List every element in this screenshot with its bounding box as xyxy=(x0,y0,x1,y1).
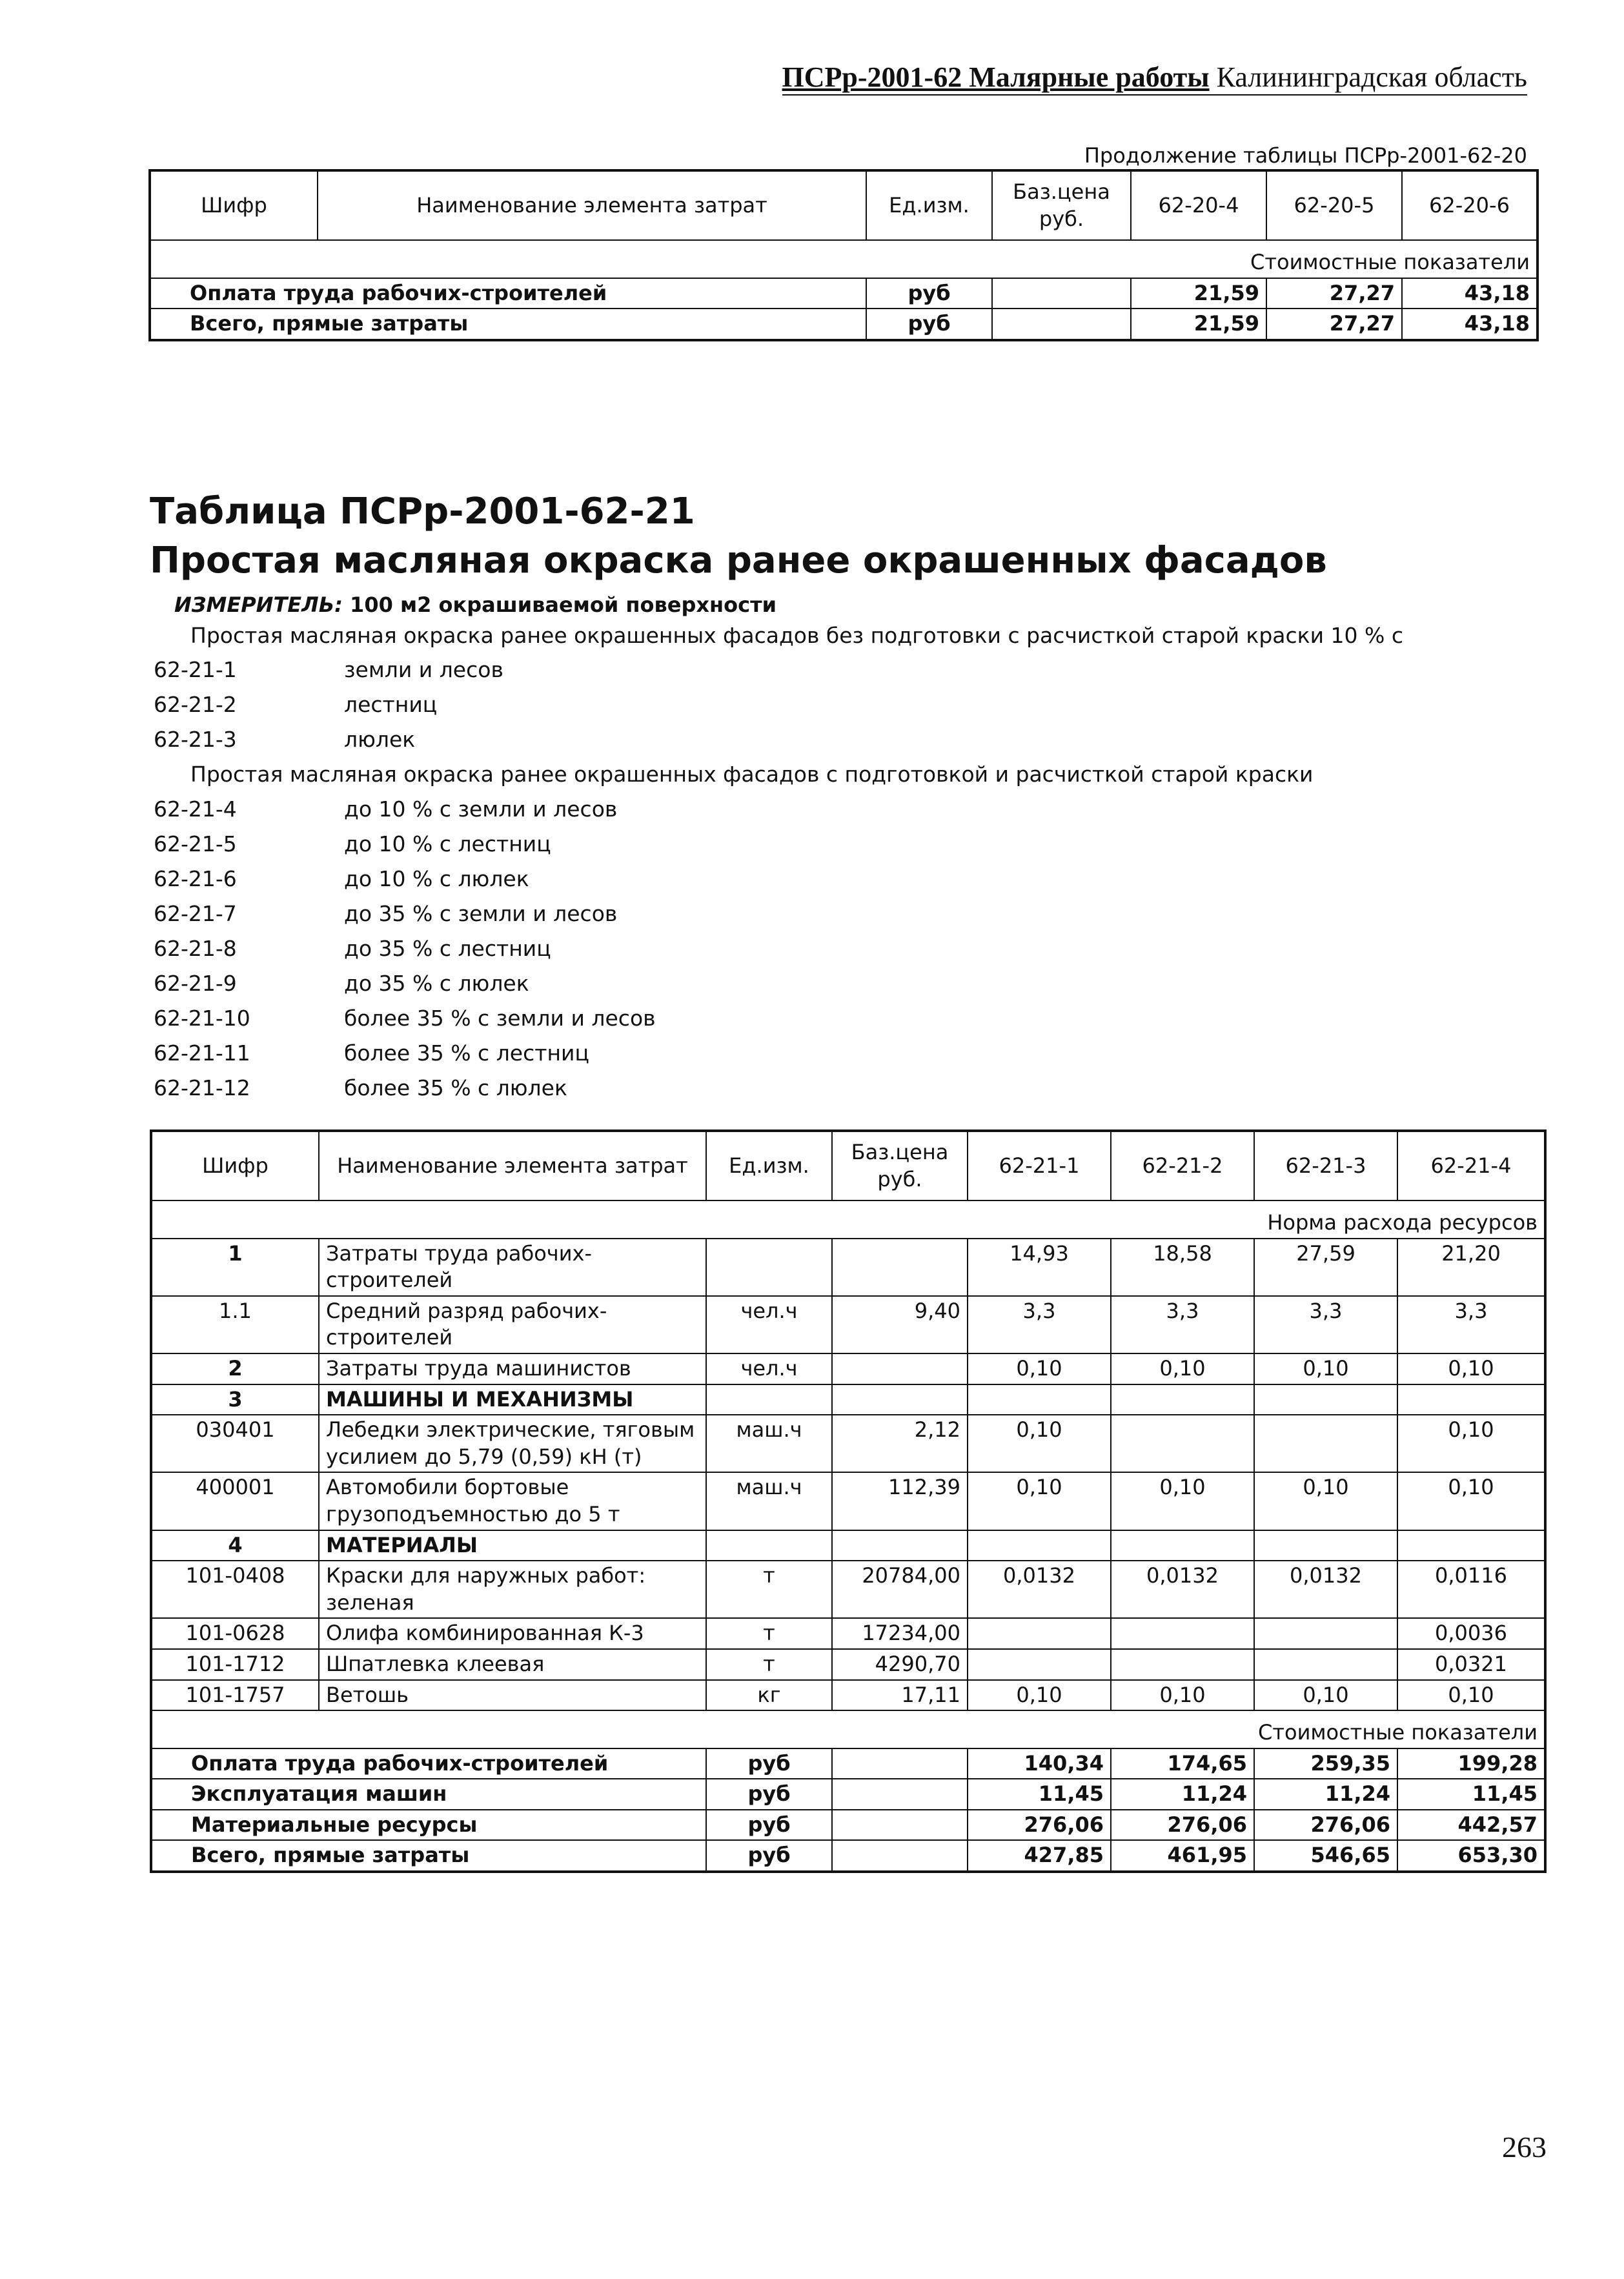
header-cell: Шифр xyxy=(151,1131,319,1200)
code-item: 62-21-9 до 35 % с люлек xyxy=(154,971,529,996)
code-item: 62-21-10 более 35 % с земли и лесов xyxy=(154,1006,656,1031)
code-item: 62-21-7 до 35 % с земли и лесов xyxy=(154,901,618,926)
table-subtitle: Простая масляная окраска ранее окрашенных фасадов xyxy=(150,539,1327,582)
running-header-region: Калининградская область xyxy=(1216,61,1527,93)
header-cell: 62-20-5 xyxy=(1266,170,1402,240)
table-row: 1.1 Средний разряд рабочих-строителей чел.ч 9,40 3,3 3,3 3,3 3,3 xyxy=(151,1296,1545,1353)
meter-value: 100 м2 окрашиваемой поверхности xyxy=(350,593,777,617)
table-row: 4 МАТЕРИАЛЫ xyxy=(151,1530,1545,1561)
table-row: 400001 Автомобили бортовые грузоподъемностью до 5 т маш.ч 112,39 0,10 0,10 0,10 0,10 xyxy=(151,1472,1545,1530)
table-row: 101-1712 Шпатлевка клеевая т 4290,70 0,0321 xyxy=(151,1649,1545,1680)
meter-line xyxy=(174,593,776,617)
table-row: Оплата труда рабочих-строителей руб 140,34 174,65 259,35 199,28 xyxy=(151,1748,1545,1779)
table-row: Материальные ресурсы руб 276,06 276,06 276,06 442,57 xyxy=(151,1810,1545,1841)
meter-label: ИЗМЕРИТЕЛЬ: xyxy=(174,593,343,617)
running-header-code-title: ПСРр-2001-62 Малярные работы xyxy=(782,61,1210,93)
page-number: 263 xyxy=(1502,2131,1547,2163)
header-cell: 62-21-2 xyxy=(1111,1131,1254,1200)
table-row: Всего, прямые затраты руб 427,85 461,95 546,65 653,30 xyxy=(151,1840,1545,1872)
code-item: 62-21-8 до 35 % с лестниц xyxy=(154,936,551,961)
table-row: Эксплуатация машин руб 11,45 11,24 11,24 11,45 xyxy=(151,1779,1545,1810)
table-row: 101-0628 Олифа комбинированная К-3 т 17234,00 0,0036 xyxy=(151,1618,1545,1649)
code-item: 62-21-1 земли и лесов xyxy=(154,657,503,682)
table-title-block xyxy=(150,487,1327,585)
table-row: 1 Затраты труда рабочих-строителей 14,93 18,58 27,59 21,20 xyxy=(151,1239,1545,1296)
header-cell: Наименование элемента затрат xyxy=(319,1131,706,1200)
header-cell: Ед.изм. xyxy=(866,170,992,240)
code-item: 62-21-11 более 35 % с лестниц xyxy=(154,1040,589,1066)
description-2: Простая масляная окраска ранее окрашенных фасадов с подготовкой и расчисткой старой краски xyxy=(190,762,1314,787)
table-row: Оплата труда рабочих-строителей руб 21,59 27,27 43,18 xyxy=(150,278,1538,309)
resource-table xyxy=(150,1129,1547,1873)
code-item: 62-21-2 лестниц xyxy=(154,692,438,717)
code-item: 62-21-4 до 10 % с земли и лесов xyxy=(154,796,618,822)
code-item: 62-21-6 до 10 % с люлек xyxy=(154,866,529,891)
table-row: Всего, прямые затраты руб 21,59 27,27 43,18 xyxy=(150,309,1538,340)
header-cell: 62-20-4 xyxy=(1131,170,1266,240)
header-cell: Шифр xyxy=(150,170,318,240)
section-label: Стоимостные показатели xyxy=(150,248,1538,278)
header-cell: 62-21-4 xyxy=(1397,1131,1545,1200)
cost-label: Стоимостные показатели xyxy=(151,1718,1545,1748)
table-title: Таблица ПСРр-2001-62-21 xyxy=(150,491,695,532)
table-row: 101-1757 Ветошь кг 17,11 0,10 0,10 0,10 0,10 xyxy=(151,1680,1545,1711)
header-cell: 62-21-1 xyxy=(968,1131,1111,1200)
code-item: 62-21-5 до 10 % с лестниц xyxy=(154,831,551,856)
continuation-table xyxy=(148,169,1539,341)
header-cell: 62-21-3 xyxy=(1254,1131,1397,1200)
norms-label: Норма расхода ресурсов xyxy=(151,1208,1545,1239)
running-header xyxy=(782,61,1527,96)
header-cell: 62-20-6 xyxy=(1402,170,1538,240)
table-row: 101-0408 Краски для наружных работ: зеленая т 20784,00 0,0132 0,0132 0,0132 0,0116 xyxy=(151,1561,1545,1618)
header-cell: Баз.цена руб. xyxy=(992,170,1131,240)
code-item: 62-21-12 более 35 % с люлек xyxy=(154,1075,567,1100)
header-cell: Наименование элемента затрат xyxy=(318,170,866,240)
header-cell: Баз.цена руб. xyxy=(832,1131,968,1200)
header-cell: Ед.изм. xyxy=(706,1131,832,1200)
code-item: 62-21-3 люлек xyxy=(154,727,416,752)
table-row: 3 МАШИНЫ И МЕХАНИЗМЫ xyxy=(151,1384,1545,1415)
table-row: 030401 Лебедки электрические, тяговым усилием до 5,79 (0,59) кН (т) маш.ч 2,12 0,10 0,10 xyxy=(151,1415,1545,1472)
table-row: 2 Затраты труда машинистов чел.ч 0,10 0,10 0,10 0,10 xyxy=(151,1353,1545,1384)
continuation-caption: Продолжение таблицы ПСРр-2001-62-20 xyxy=(1084,143,1527,168)
description-1: Простая масляная окраска ранее окрашенных фасадов без подготовки с расчисткой старой краски 10 % с xyxy=(190,623,1404,648)
